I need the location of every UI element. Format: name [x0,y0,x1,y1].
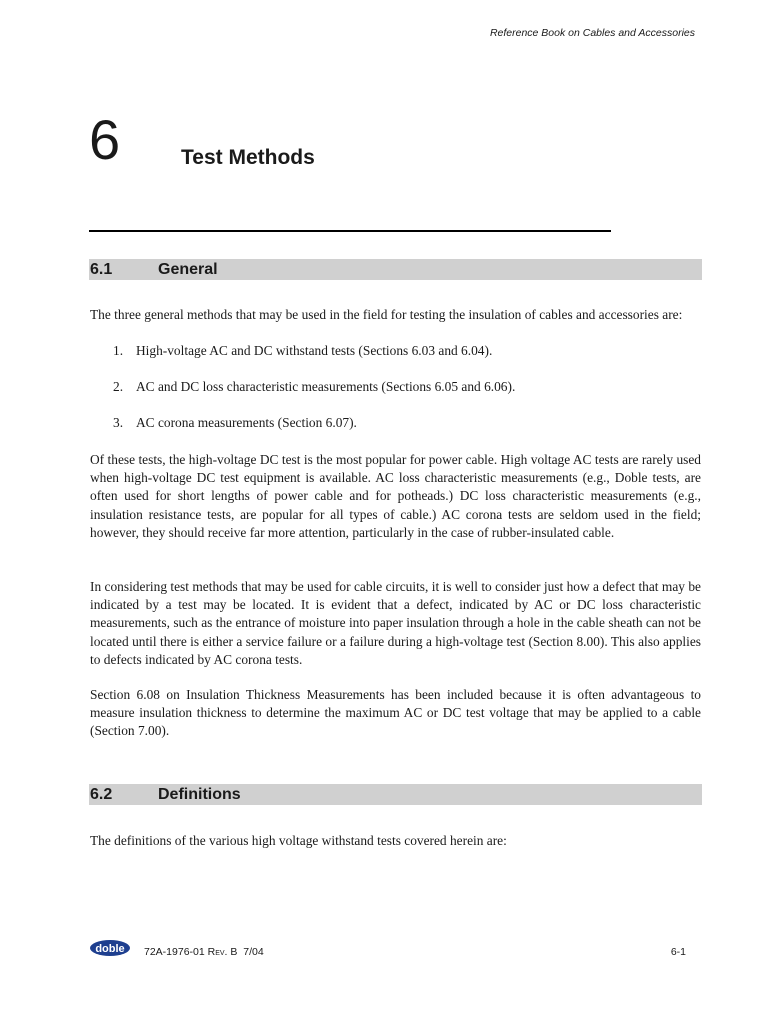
section-heading-definitions [89,784,702,805]
chapter-number: 6 [89,108,121,171]
chapter-title: Test Methods [181,146,315,169]
list-marker: 3. [113,415,124,430]
running-header: Reference Book on Cables and Accessories [489,27,695,39]
chapter-divider [89,230,611,232]
doble-logo [89,938,131,958]
list-text: AC and DC loss characteristic measurements (Sections 6.05 and 6.06). [136,379,516,394]
list-text: High-voltage AC and DC withstand tests (Sections 6.03 and 6.04). [136,343,493,358]
section-heading-general [89,259,702,280]
document-number: 72A-1976-01 Rev. B 7/04 [144,946,264,958]
paragraph: In considering test methods that may be used for cable circuits, it is well to consider just how a defect that may be indicated by a test may be located. It is evident that a defect, indicated by AC or DC loss characteristic measurements, such as the entrance of moisture into paper insulation through a hole in the cable sheath can not be located until there is either a service failure or a failure during a high-voltage test (Section 8.00). This also applies to defects indicated by AC corona tests. [90,579,701,667]
page-footer [89,938,702,962]
paragraph-intro: The three general methods that may be used in the field for testing the insulation of cables and accessories are: [90,307,683,322]
section-title: Definitions [158,786,241,803]
list-marker: 1. [113,343,124,358]
list-text: AC corona measurements (Section 6.07). [136,415,357,430]
paragraph: Section 6.08 on Insulation Thickness Measurements has been included because it is often advantageous to measure insulation thickness to determine the maximum AC or DC test voltage that may be applied to a cable (Section 7.00). [90,687,701,739]
list-item [113,414,357,432]
paragraph: Of these tests, the high-voltage DC test is the most popular for power cable. High voltage AC tests are rarely used when high-voltage DC test equipment is available. AC loss characteristic measurements (e.g., Doble tests, are often used for short lengths of power cable and for potheads.) DC loss characteristic measurements (e.g., insulation resistance tests, are popular for all types of cable.) AC corona tests are seldom used in the field; however, they should receive far more attention, particularly in the case of rubber-insulated cable. [90,452,701,540]
section-number: 6.2 [90,786,113,803]
section-title: General [158,261,218,278]
list-item [113,342,492,360]
list-item [113,378,515,396]
list-marker: 2. [113,379,124,394]
paragraph-definitions-intro: The definitions of the various high voltage withstand tests covered herein are: [90,833,507,848]
section-number: 6.1 [90,261,113,278]
svg-text:doble: doble [95,943,125,955]
page-number: 6-1 [670,946,686,958]
